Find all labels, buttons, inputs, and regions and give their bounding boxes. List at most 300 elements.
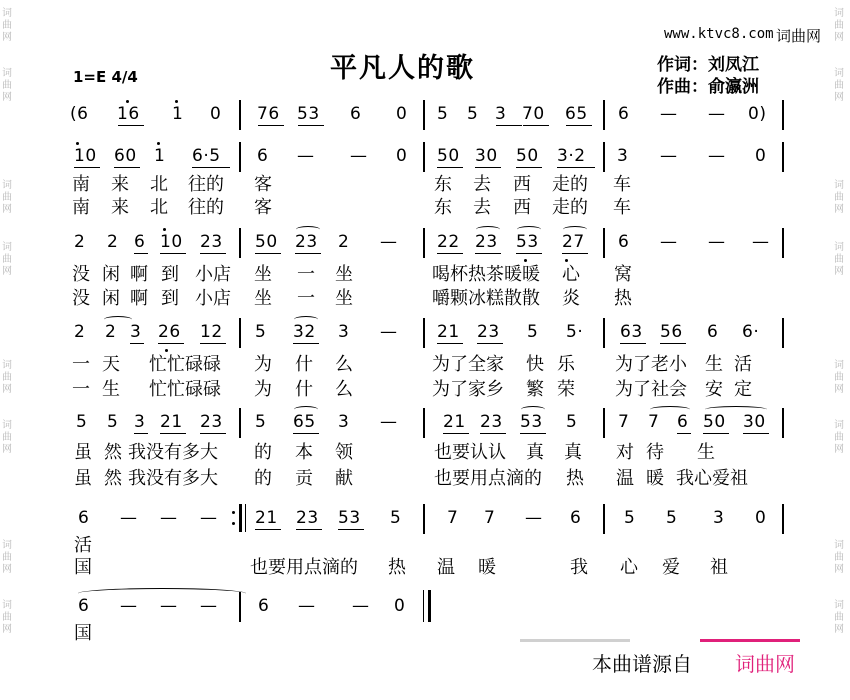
note: 5 bbox=[76, 412, 88, 432]
lyric: 繁 bbox=[526, 379, 544, 400]
lyric: 安 bbox=[705, 379, 723, 400]
underline bbox=[477, 343, 503, 344]
note: — bbox=[120, 596, 138, 616]
left-watermark-strip bbox=[2, 0, 16, 700]
note: — bbox=[380, 232, 398, 252]
note: — bbox=[298, 596, 316, 616]
lyric: 闲 bbox=[102, 288, 120, 309]
barline bbox=[239, 408, 241, 438]
barline bbox=[423, 504, 425, 534]
note: — bbox=[660, 146, 678, 166]
lyric: 啊 bbox=[130, 288, 148, 309]
note: 0 bbox=[210, 104, 222, 124]
lyric: 生 bbox=[705, 354, 723, 375]
lyric: 车 bbox=[613, 174, 631, 195]
underline bbox=[192, 167, 230, 168]
lyric: 去 bbox=[473, 174, 491, 195]
note: 65 bbox=[565, 104, 588, 124]
note: — bbox=[525, 508, 543, 528]
underline bbox=[557, 167, 595, 168]
underline bbox=[255, 253, 281, 254]
lyric: 坐 bbox=[254, 288, 272, 309]
underline bbox=[293, 343, 319, 344]
barline bbox=[782, 100, 784, 130]
watermark-char: 词 bbox=[834, 540, 844, 551]
underline bbox=[523, 125, 549, 126]
underline bbox=[437, 167, 463, 168]
slur bbox=[650, 406, 690, 413]
note: — bbox=[708, 104, 726, 124]
watermark-char: 网 bbox=[2, 444, 12, 455]
underline bbox=[516, 167, 542, 168]
underline bbox=[743, 433, 769, 434]
note: 5 bbox=[666, 508, 678, 528]
note: — bbox=[380, 322, 398, 342]
footer-accent-line bbox=[700, 639, 800, 642]
underline bbox=[516, 253, 542, 254]
lyric: 对 bbox=[616, 442, 634, 463]
lyric: 快 bbox=[526, 354, 544, 375]
lyric: 西 bbox=[513, 197, 531, 218]
watermark-char: 曲 bbox=[834, 612, 844, 623]
lyric: 活 bbox=[734, 354, 752, 375]
underline bbox=[74, 167, 100, 168]
lyric: 祖 bbox=[710, 557, 728, 578]
lyric: 也要认认 bbox=[434, 442, 506, 463]
lyric: 温 bbox=[616, 468, 634, 489]
watermark-char: 词 bbox=[2, 68, 12, 79]
note: 5 bbox=[527, 322, 539, 342]
note: (6 bbox=[70, 104, 89, 124]
note: — bbox=[660, 232, 678, 252]
note: 50 bbox=[516, 146, 539, 166]
lyric: 为了社会 bbox=[615, 379, 687, 400]
note: 3 bbox=[713, 508, 725, 528]
site-domain: www.ktvc8.com bbox=[664, 26, 774, 42]
note: 53 bbox=[297, 104, 320, 124]
underline bbox=[437, 253, 463, 254]
lyric: 为了家乡 bbox=[432, 379, 504, 400]
underline bbox=[295, 253, 321, 254]
lyric: 客 bbox=[254, 174, 272, 195]
lyric: 心 bbox=[562, 264, 580, 285]
watermark-char: 词 bbox=[2, 600, 12, 611]
underline bbox=[660, 343, 686, 344]
note: 30 bbox=[475, 146, 498, 166]
slur bbox=[294, 406, 318, 413]
note: 22 bbox=[437, 232, 460, 252]
note: 0) bbox=[748, 104, 767, 124]
note: 7 bbox=[648, 412, 660, 432]
lyric: 也要用点滴的 bbox=[250, 557, 358, 578]
underline bbox=[566, 125, 592, 126]
octave-dot bbox=[126, 100, 129, 103]
octave-dot-low bbox=[565, 259, 568, 262]
note: 23 bbox=[296, 508, 319, 528]
note: 6 bbox=[707, 322, 719, 342]
underline bbox=[437, 343, 463, 344]
lyric: 一 bbox=[72, 379, 90, 400]
repeat-barline-thin bbox=[245, 504, 246, 532]
note: 3 bbox=[495, 104, 507, 124]
lyric: 的 bbox=[254, 468, 272, 489]
watermark-char: 曲 bbox=[834, 432, 844, 443]
lyric: 炎 bbox=[562, 288, 580, 309]
lyric: 暖 bbox=[478, 557, 496, 578]
note: 21 bbox=[160, 412, 183, 432]
lyric: 坐 bbox=[335, 288, 353, 309]
note: 60 bbox=[114, 146, 137, 166]
lyric: 到 bbox=[161, 288, 179, 309]
barline bbox=[782, 228, 784, 258]
note: — bbox=[200, 508, 218, 528]
lyric: 南 bbox=[72, 174, 90, 195]
lyric: 北 bbox=[150, 174, 168, 195]
underline bbox=[480, 433, 506, 434]
watermark-char: 曲 bbox=[834, 372, 844, 383]
note: 23 bbox=[200, 232, 223, 252]
watermark-char: 网 bbox=[2, 204, 12, 215]
barline bbox=[603, 100, 605, 130]
barline bbox=[423, 318, 425, 348]
underline bbox=[443, 433, 469, 434]
note: 65 bbox=[293, 412, 316, 432]
note: 0 bbox=[755, 508, 767, 528]
slur bbox=[705, 406, 767, 413]
watermark-char: 词 bbox=[834, 360, 844, 371]
lyric: 热 bbox=[388, 557, 406, 578]
note: 5 bbox=[255, 322, 267, 342]
lyric: 然 bbox=[104, 468, 122, 489]
note: 0 bbox=[396, 146, 408, 166]
note: 5 bbox=[107, 412, 119, 432]
watermark-char: 网 bbox=[2, 384, 12, 395]
note: — bbox=[120, 508, 138, 528]
note: 53 bbox=[516, 232, 539, 252]
watermark-char: 曲 bbox=[2, 432, 12, 443]
lyric: 为了老小 bbox=[615, 354, 687, 375]
note: 6 bbox=[78, 508, 90, 528]
note: 32 bbox=[293, 322, 316, 342]
repeat-dot bbox=[232, 511, 235, 514]
lyric: 么 bbox=[335, 379, 353, 400]
note: — bbox=[350, 146, 368, 166]
watermark-char: 词 bbox=[834, 600, 844, 611]
lyric: 来 bbox=[111, 197, 129, 218]
lyric: 心 bbox=[620, 557, 638, 578]
underline bbox=[338, 529, 364, 530]
lyric: 热 bbox=[614, 288, 632, 309]
note: 76 bbox=[257, 104, 280, 124]
watermark-char: 曲 bbox=[2, 192, 12, 203]
lyric: 走的 bbox=[552, 197, 588, 218]
underline bbox=[114, 167, 140, 168]
slur bbox=[294, 316, 318, 323]
watermark-char: 网 bbox=[834, 384, 844, 395]
lyric: 去 bbox=[473, 197, 491, 218]
lyric: 热 bbox=[566, 468, 584, 489]
watermark-char: 曲 bbox=[834, 80, 844, 91]
note: 0 bbox=[755, 146, 767, 166]
underline bbox=[293, 433, 319, 434]
lyric: 本 bbox=[295, 442, 313, 463]
underline bbox=[298, 125, 324, 126]
right-watermark-strip bbox=[834, 0, 848, 700]
barline bbox=[782, 142, 784, 172]
slur bbox=[563, 226, 587, 233]
underline bbox=[620, 343, 646, 344]
lyric: 到 bbox=[161, 264, 179, 285]
watermark-char: 曲 bbox=[834, 254, 844, 265]
watermark-char: 词 bbox=[2, 420, 12, 431]
watermark-char: 曲 bbox=[2, 612, 12, 623]
note: 10 bbox=[74, 146, 97, 166]
watermark-char: 词 bbox=[2, 8, 12, 19]
lyric: 坐 bbox=[254, 264, 272, 285]
note: 6 bbox=[618, 104, 630, 124]
underline bbox=[677, 433, 691, 434]
underline bbox=[200, 433, 226, 434]
barline bbox=[603, 228, 605, 258]
underline bbox=[255, 529, 281, 530]
note: — bbox=[752, 232, 770, 252]
note: 2 bbox=[74, 232, 86, 252]
lyric: 窝 bbox=[614, 264, 632, 285]
lyric: 我没有多大 bbox=[128, 442, 218, 463]
watermark-char: 网 bbox=[2, 32, 12, 43]
note: 2 bbox=[74, 322, 86, 342]
watermark-char: 词 bbox=[834, 8, 844, 19]
site-name: 词曲网 bbox=[776, 27, 822, 45]
lyric: 忙忙碌碌 bbox=[149, 379, 221, 400]
note: 5 bbox=[624, 508, 636, 528]
underline bbox=[160, 433, 186, 434]
lyric: 一 bbox=[297, 264, 315, 285]
lyric: 来 bbox=[111, 174, 129, 195]
note: 6·5 bbox=[192, 146, 221, 166]
lyric: 暖 bbox=[646, 468, 664, 489]
lyric: 献 bbox=[335, 468, 353, 489]
lyric: 天 bbox=[102, 354, 120, 375]
note: — bbox=[660, 104, 678, 124]
slur bbox=[296, 226, 320, 233]
lyric: 东 bbox=[434, 174, 452, 195]
composer-credit: 作曲：俞瀛洲 bbox=[657, 77, 759, 97]
note: 30 bbox=[743, 412, 766, 432]
watermark-char: 词 bbox=[2, 180, 12, 191]
note: 50 bbox=[255, 232, 278, 252]
lyric: 我心爱祖 bbox=[676, 468, 748, 489]
note: — bbox=[160, 508, 178, 528]
lyric: 坐 bbox=[335, 264, 353, 285]
underline bbox=[496, 125, 522, 126]
slur bbox=[104, 316, 132, 323]
lyric: 闲 bbox=[102, 264, 120, 285]
lyric: 嚼颗冰糕散散 bbox=[432, 288, 540, 309]
watermark-char: 曲 bbox=[834, 552, 844, 563]
watermark-char: 词 bbox=[834, 68, 844, 79]
octave-dot bbox=[157, 142, 160, 145]
note: 6 bbox=[78, 596, 90, 616]
lyric: 为 bbox=[254, 354, 272, 375]
lyric: 生 bbox=[697, 442, 715, 463]
barline bbox=[423, 100, 425, 130]
lyric: 什 bbox=[295, 354, 313, 375]
barline bbox=[782, 504, 784, 534]
watermark-char: 词 bbox=[2, 540, 12, 551]
watermark-char: 网 bbox=[834, 92, 844, 103]
octave-dot bbox=[163, 228, 166, 231]
barline bbox=[239, 100, 241, 130]
lyric: 没 bbox=[72, 288, 90, 309]
note: — bbox=[708, 232, 726, 252]
octave-dot bbox=[76, 142, 79, 145]
barline bbox=[423, 408, 425, 438]
lyric: 为 bbox=[254, 379, 272, 400]
note: 6 bbox=[618, 232, 630, 252]
repeat-dot bbox=[232, 522, 235, 525]
underline bbox=[475, 167, 501, 168]
barline bbox=[423, 142, 425, 172]
octave-dot-low bbox=[165, 349, 168, 352]
lyric: 啊 bbox=[130, 264, 148, 285]
note: 21 bbox=[437, 322, 460, 342]
underline bbox=[258, 125, 284, 126]
underline bbox=[703, 433, 729, 434]
lyric: 一 bbox=[72, 354, 90, 375]
note: 23 bbox=[475, 232, 498, 252]
lyric: 喝杯热茶暖暖 bbox=[432, 264, 540, 285]
footer-site-link[interactable]: 词曲网 bbox=[735, 652, 795, 676]
note: — bbox=[352, 596, 370, 616]
watermark-char: 曲 bbox=[2, 80, 12, 91]
note: 6 bbox=[350, 104, 362, 124]
watermark-char: 网 bbox=[2, 624, 12, 635]
watermark-char: 网 bbox=[834, 564, 844, 575]
lyric: 定 bbox=[734, 379, 752, 400]
lyricist-credit: 作词：刘凤江 bbox=[657, 55, 759, 75]
note: 3 bbox=[338, 322, 350, 342]
note: 6· bbox=[742, 322, 760, 342]
barline bbox=[782, 318, 784, 348]
note: 50 bbox=[703, 412, 726, 432]
footer-source: 本曲谱源自 bbox=[592, 652, 692, 676]
lyric: 荣 bbox=[557, 379, 575, 400]
note: 1 bbox=[154, 146, 166, 166]
watermark-char: 曲 bbox=[834, 192, 844, 203]
lyric: 爱 bbox=[662, 557, 680, 578]
note: — bbox=[200, 596, 218, 616]
lyric: 我 bbox=[570, 557, 588, 578]
note: 3 bbox=[130, 322, 142, 342]
lyric: 真 bbox=[564, 442, 582, 463]
barline bbox=[782, 408, 784, 438]
barline bbox=[603, 408, 605, 438]
barline bbox=[239, 142, 241, 172]
barline bbox=[603, 318, 605, 348]
lyric: 国 bbox=[74, 623, 92, 644]
watermark-char: 词 bbox=[834, 420, 844, 431]
watermark-char: 网 bbox=[834, 204, 844, 215]
note: — bbox=[380, 412, 398, 432]
lyric: 东 bbox=[434, 197, 452, 218]
underline bbox=[296, 529, 322, 530]
lyric: 温 bbox=[437, 557, 455, 578]
lyric: 没 bbox=[72, 264, 90, 285]
note: 53 bbox=[520, 412, 543, 432]
note: 3 bbox=[338, 412, 350, 432]
note: 6 bbox=[134, 232, 146, 252]
lyric: 往的 bbox=[188, 197, 224, 218]
note: 5 bbox=[255, 412, 267, 432]
note: 5 bbox=[390, 508, 402, 528]
barline bbox=[603, 504, 605, 534]
watermark-char: 词 bbox=[2, 242, 12, 253]
underline bbox=[158, 343, 184, 344]
watermark-char: 曲 bbox=[2, 20, 12, 31]
note: 70 bbox=[522, 104, 545, 124]
watermark-char: 网 bbox=[2, 92, 12, 103]
watermark-char: 词 bbox=[2, 360, 12, 371]
lyric: 我没有多大 bbox=[128, 468, 218, 489]
lyric: 么 bbox=[335, 354, 353, 375]
note: 2 bbox=[107, 232, 119, 252]
barline bbox=[423, 228, 425, 258]
note: 3·2 bbox=[557, 146, 586, 166]
watermark-char: 网 bbox=[834, 444, 844, 455]
lyric: 生 bbox=[102, 379, 120, 400]
lyric: 也要用点滴的 bbox=[434, 468, 542, 489]
note: 3 bbox=[134, 412, 146, 432]
note: 5· bbox=[566, 322, 584, 342]
note: 16 bbox=[117, 104, 140, 124]
underline bbox=[475, 253, 501, 254]
song-title: 平凡人的歌 bbox=[330, 53, 475, 84]
slur bbox=[521, 406, 545, 413]
underline bbox=[200, 343, 226, 344]
note: 5 bbox=[467, 104, 479, 124]
note: 0 bbox=[396, 104, 408, 124]
lyric: 的 bbox=[254, 442, 272, 463]
octave-dot-low bbox=[524, 259, 527, 262]
note: 5 bbox=[437, 104, 449, 124]
note: 0 bbox=[394, 596, 406, 616]
underline bbox=[118, 125, 144, 126]
lyric: 然 bbox=[104, 442, 122, 463]
barline bbox=[239, 228, 241, 258]
watermark-char: 词 bbox=[834, 242, 844, 253]
lyric: 南 bbox=[72, 197, 90, 218]
note: 7 bbox=[618, 412, 630, 432]
lyric: 一 bbox=[297, 288, 315, 309]
note: 26 bbox=[158, 322, 181, 342]
note: — bbox=[297, 146, 315, 166]
underline bbox=[134, 433, 148, 434]
lyric: 走的 bbox=[552, 174, 588, 195]
note: 2 bbox=[338, 232, 350, 252]
watermark-char: 曲 bbox=[2, 372, 12, 383]
underline bbox=[562, 253, 588, 254]
note: 27 bbox=[562, 232, 585, 252]
key-signature: 1=E 4/4 bbox=[73, 68, 138, 86]
barline bbox=[239, 592, 241, 622]
note: 50 bbox=[437, 146, 460, 166]
watermark-char: 网 bbox=[834, 32, 844, 43]
lyric: 真 bbox=[526, 442, 544, 463]
note: 23 bbox=[477, 322, 500, 342]
repeat-barline-thick bbox=[239, 504, 242, 532]
note: 63 bbox=[620, 322, 643, 342]
